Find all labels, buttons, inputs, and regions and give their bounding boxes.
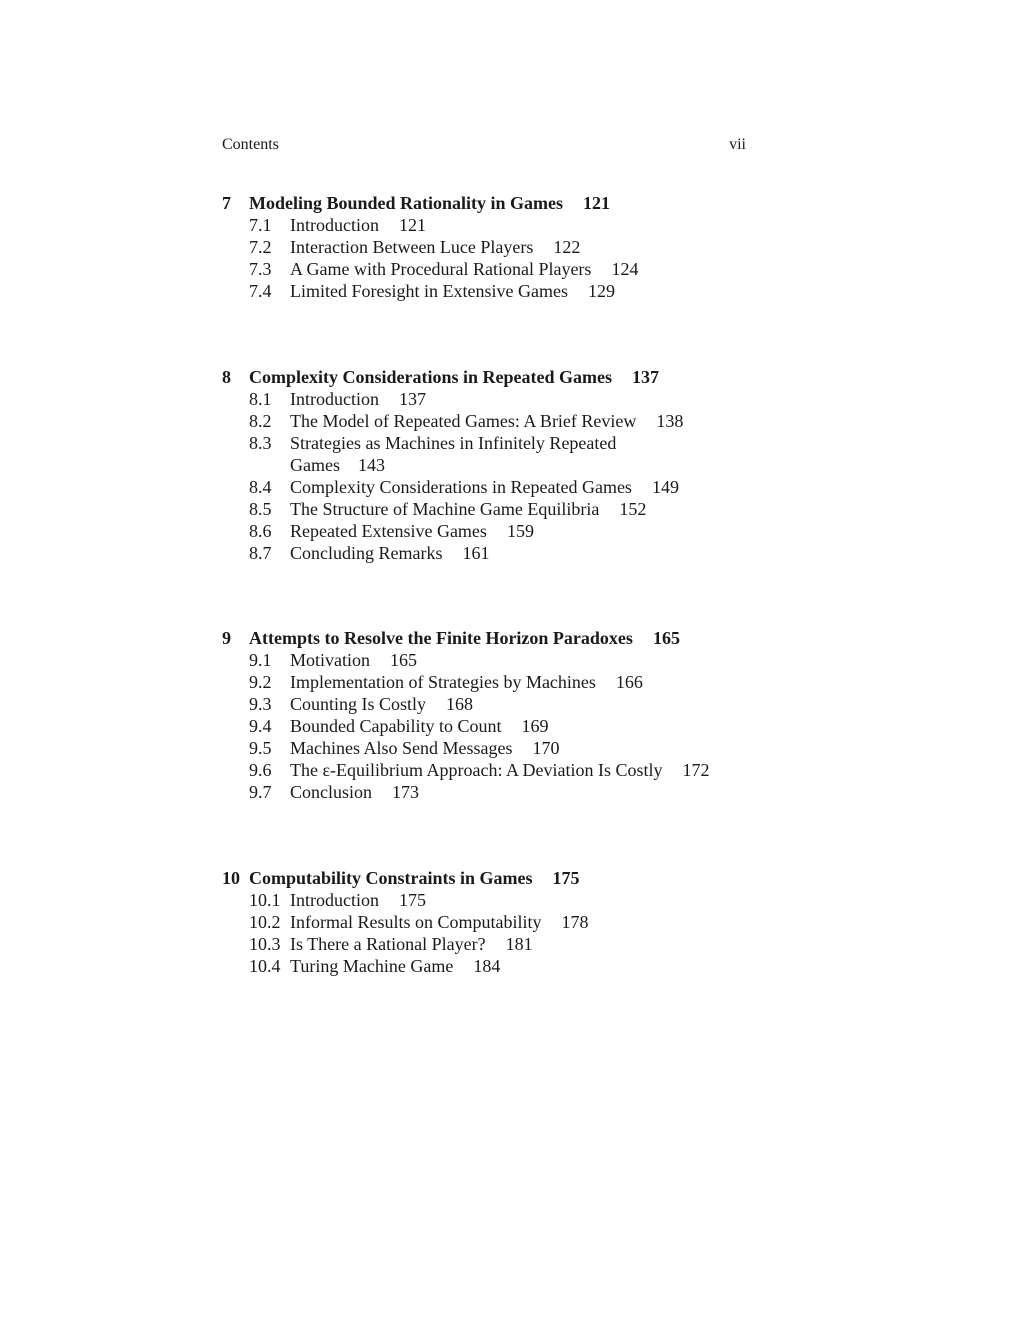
chapter-title: Modeling Bounded Rationality in Games xyxy=(249,193,564,213)
section-page: 121 xyxy=(398,215,426,235)
section-page: 138 xyxy=(656,411,684,431)
section-number: 8.4 xyxy=(249,477,272,497)
chapter-7 xyxy=(222,192,782,302)
section-number: 8.2 xyxy=(249,411,272,431)
toc-entry[interactable] xyxy=(222,911,782,933)
section-page: 166 xyxy=(615,672,643,692)
section-number: 8.7 xyxy=(249,543,272,563)
section-number: 8.6 xyxy=(249,521,272,541)
section-title: Repeated Extensive Games xyxy=(290,521,487,541)
section-title: Complexity Considerations in Repeated Games xyxy=(290,477,632,497)
toc-entry[interactable] xyxy=(222,476,782,498)
section-title: Introduction xyxy=(290,389,379,409)
section-number: 10.1 xyxy=(249,890,281,910)
toc-entry[interactable] xyxy=(222,542,782,564)
section-title: Limited Foresight in Extensive Games xyxy=(290,281,568,301)
toc-entry[interactable] xyxy=(222,759,782,781)
section-title: Conclusion xyxy=(290,782,373,802)
section-page: 178 xyxy=(561,912,589,932)
toc-entry[interactable] xyxy=(222,214,782,236)
toc-entry[interactable] xyxy=(222,715,782,737)
section-title: Counting Is Costly xyxy=(290,694,427,714)
chapter-10 xyxy=(222,867,782,977)
section-page: 149 xyxy=(651,477,679,497)
chapter-heading[interactable] xyxy=(222,627,782,649)
section-page: 124 xyxy=(611,259,639,279)
running-head xyxy=(222,136,746,158)
section-page: 175 xyxy=(398,890,426,910)
toc-entry[interactable] xyxy=(222,258,782,280)
section-title: Interaction Between Luce Players xyxy=(290,237,534,257)
section-page: 172 xyxy=(682,760,710,780)
toc-entry[interactable] xyxy=(222,889,782,911)
section-page: 184 xyxy=(473,956,501,976)
section-number: 8.1 xyxy=(249,389,272,409)
toc-entry[interactable] xyxy=(222,236,782,258)
section-page: 122 xyxy=(553,237,581,257)
chapter-page: 137 xyxy=(632,367,659,387)
section-number: 7.2 xyxy=(249,237,272,257)
section-page: 159 xyxy=(506,521,534,541)
chapter-9 xyxy=(222,627,782,803)
section-number: 8.5 xyxy=(249,499,272,519)
section-number: 7.4 xyxy=(249,281,272,301)
section-number: 9.1 xyxy=(249,650,272,670)
toc-entry[interactable] xyxy=(222,520,782,542)
section-title: Bounded Capability to Count xyxy=(290,716,502,736)
section-number: 10.4 xyxy=(249,956,281,976)
toc-entry[interactable] xyxy=(222,432,782,476)
section-number: 9.3 xyxy=(249,694,272,714)
chapter-heading[interactable] xyxy=(222,366,782,388)
page-number: vii xyxy=(729,136,746,153)
toc-entry[interactable] xyxy=(222,955,782,977)
section-number: 7.1 xyxy=(249,215,272,235)
section-page: 129 xyxy=(587,281,615,301)
section-title: Introduction xyxy=(290,890,379,910)
chapter-number: 10 xyxy=(222,868,240,888)
section-number: 9.6 xyxy=(249,760,272,780)
section-title-wrapped xyxy=(290,432,670,476)
chapter-title: Attempts to Resolve the Finite Horizon Paradoxes xyxy=(249,628,633,648)
toc-entry[interactable] xyxy=(222,671,782,693)
section-number: 7.3 xyxy=(249,259,272,279)
section-title: Is There a Rational Player? xyxy=(290,934,486,954)
section-page: 137 xyxy=(398,389,426,409)
chapter-title: Complexity Considerations in Repeated Games xyxy=(249,367,612,387)
section-title: A Game with Procedural Rational Players xyxy=(290,259,592,279)
section-number: 9.5 xyxy=(249,738,272,758)
section-title: Machines Also Send Messages xyxy=(290,738,513,758)
chapter-8 xyxy=(222,366,782,564)
section-title: The Structure of Machine Game Equilibria xyxy=(290,499,600,519)
toc-entry[interactable] xyxy=(222,693,782,715)
section-title: The Model of Repeated Games: A Brief Review xyxy=(290,411,637,431)
section-title: Introduction xyxy=(290,215,379,235)
toc-entry[interactable] xyxy=(222,388,782,410)
section-title: The ε-Equilibrium Approach: A Deviation Is Costly xyxy=(290,760,663,780)
section-number: 8.3 xyxy=(249,433,272,453)
section-page: 181 xyxy=(505,934,533,954)
chapter-page: 121 xyxy=(583,193,611,213)
section-number: 10.3 xyxy=(249,934,281,954)
section-title: Turing Machine Game xyxy=(290,956,454,976)
toc-entry[interactable] xyxy=(222,649,782,671)
chapter-heading[interactable] xyxy=(222,867,782,889)
section-page: 168 xyxy=(446,694,474,714)
toc-entry[interactable] xyxy=(222,280,782,302)
section-number: 10.2 xyxy=(249,912,281,932)
chapter-page: 165 xyxy=(652,628,680,648)
toc-entry[interactable] xyxy=(222,498,782,520)
chapter-number: 7 xyxy=(222,193,231,213)
chapter-number: 9 xyxy=(222,628,231,648)
chapter-number: 8 xyxy=(222,367,231,387)
section-page: 169 xyxy=(521,716,549,736)
section-number: 9.7 xyxy=(249,782,272,802)
toc-entry[interactable] xyxy=(222,737,782,759)
section-number: 9.2 xyxy=(249,672,272,692)
section-title: Implementation of Strategies by Machines xyxy=(290,672,596,692)
section-page: 165 xyxy=(390,650,417,670)
chapter-heading[interactable] xyxy=(222,192,782,214)
section-page: 173 xyxy=(392,782,420,802)
running-head-title: Contents xyxy=(222,136,279,153)
section-page: 161 xyxy=(462,543,490,563)
section-page: 152 xyxy=(619,499,647,519)
chapter-page: 175 xyxy=(552,868,580,888)
section-title: Motivation xyxy=(290,650,370,670)
toc-entry[interactable] xyxy=(222,410,782,432)
section-page: 143 xyxy=(357,455,385,475)
section-number: 9.4 xyxy=(249,716,272,736)
section-title: Concluding Remarks xyxy=(290,543,443,563)
chapter-title: Computability Constraints in Games xyxy=(249,868,533,888)
toc-entry[interactable] xyxy=(222,933,782,955)
section-title: Strategies as Machines in Infinitely Repeated Games xyxy=(290,433,617,475)
section-page: 170 xyxy=(532,738,560,758)
section-title: Informal Results on Computability xyxy=(290,912,542,932)
toc-entry[interactable] xyxy=(222,781,782,803)
